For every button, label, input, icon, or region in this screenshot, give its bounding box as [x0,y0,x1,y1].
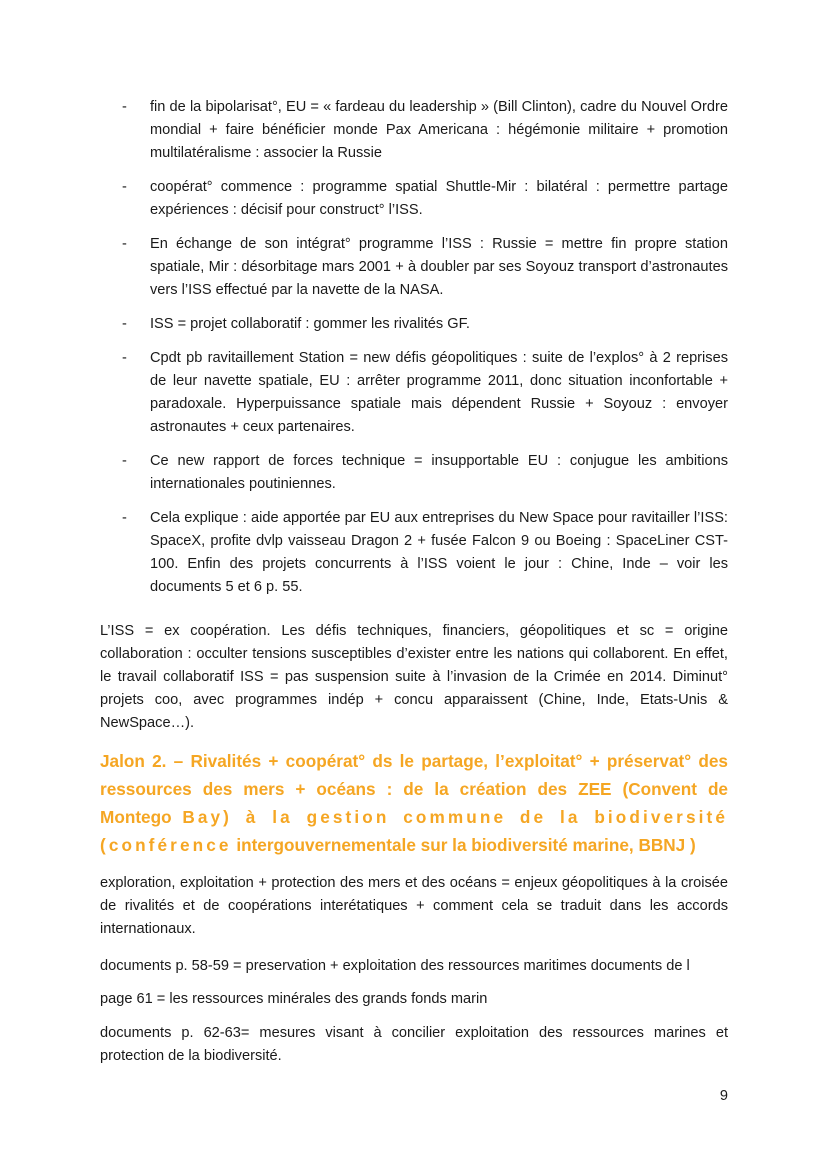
list-item [122,96,728,165]
list-item-text: fin de la bipolarisat°, EU = « fardeau du leadership » (Bill Clinton), cadre du Nouvel Ordre mondial + faire bénéficier monde Pax Americana : hégémonie militaire + promotion multilatéralisme : associer la Russie [150,99,728,161]
list-item-text: ISS = projet collaboratif : gommer les rivalités GF. [150,316,470,332]
list-item [122,507,728,599]
bullet-dash: - [122,316,127,332]
heading-part-1: Jalon 2. – Rivalités + coopérat° ds le partage, l’exploitat° + préservat° des ressources des mers + océans : de la création des ZEE (Convent de Montego [100,751,728,827]
list-item-text: Ce new rapport de forces technique = insupportable EU : conjugue les ambitions internationales poutiniennes. [150,453,728,492]
bullet-dash: - [122,510,127,526]
list-item-text: En échange de son intégrat° programme l’ISS : Russie = mettre fin propre station spatiale, Mir : désorbitage mars 2001 + à doubler par ses Soyouz transport d’astronautes vers l’ISS effectué par la navette de la NASA. [150,236,728,298]
bullet-dash: - [122,99,127,115]
intro-paragraph: exploration, exploitation + protection des mers et des océans = enjeux géopolitiques à la croisée de rivalités et de coopérations interétatiques + comment cela se traduit dans les accords internationaux. [100,875,728,937]
documents-line-2: page 61 = les ressources minérales des grands fonds marin [100,991,488,1007]
bullet-list [122,96,728,610]
list-item [122,313,728,336]
list-item-text: Cela explique : aide apportée par EU aux entreprises du New Space pour ravitailler l’ISS: SpaceX, profite dvlp vaisseau Dragon 2 + fusée Falcon 9 ou Boeing : SpaceLiner CST-100. Enfin des projets concurrents à l’ISS voient le jour : Chine, Inde – voir les documents 5 et 6 p. 55. [150,510,728,595]
documents-paragraph: documents p. 62-63= mesures visant à concilier exploitation des ressources marines et protection de la biodiversité. [100,1025,728,1064]
documents-line-1: documents p. 58-59 = preservation + exploitation des ressources maritimes documents de l [100,958,690,974]
list-item-text: Cpdt pb ravitaillement Station = new défis géopolitiques : suite de l’explos° à 2 reprises de leur navette spatiale, EU : arrêter programme 2011, donc situation inconfortable + paradoxale. Hyperpuissance spatiale mais dépendent Russie + Soyouz : envoyer astronautes + ceux partenaires. [150,350,728,435]
list-item [122,176,728,222]
bullet-dash: - [122,350,127,366]
bullet-dash: - [122,179,127,195]
list-item [122,347,728,439]
section-heading [100,747,728,859]
page-number: 9 [719,1088,728,1104]
heading-part-2: Bay) à la gestion commune de la biodiversité (conférence [100,807,728,855]
heading-part-3: intergouvernementale sur la biodiversité marine, BBNJ ) [236,835,696,855]
list-item [122,233,728,302]
iss-conclusion-paragraph: L’ISS = ex coopération. Les défis techniques, financiers, géopolitiques et sc = origine collaboration : occulter tensions susceptibles d’exister entre les nations qui collaborent. En effet, le travail collaboratif ISS = pas suspension suite à l’invasion de la Crimée en 2014. Diminut° projets coo, avec programmes indép + concu apparaissent (Chine, Inde, Etats-Unis & NewSpace…). [100,623,728,731]
bullet-dash: - [122,453,127,469]
list-item [122,450,728,496]
bullet-dash: - [122,236,127,252]
list-item-text: coopérat° commence : programme spatial Shuttle-Mir : bilatéral : permettre partage expériences : décisif pour construct° l’ISS. [150,179,728,218]
